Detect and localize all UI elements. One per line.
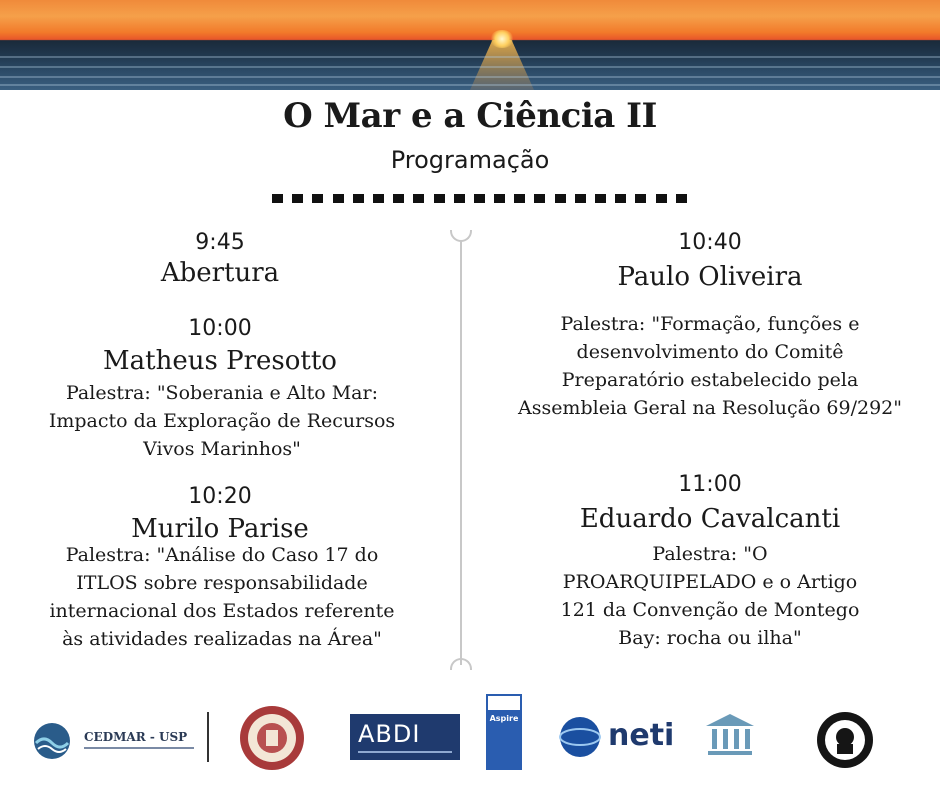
talk-line: Palestra: "O bbox=[652, 543, 768, 565]
talk-line: 121 da Convenção de Montego bbox=[560, 599, 860, 621]
wave bbox=[0, 56, 940, 58]
schedule-title: Abertura bbox=[160, 258, 280, 288]
abdi-caption bbox=[358, 751, 452, 753]
talk-line: desenvolvimento do Comitê bbox=[576, 341, 844, 363]
talk-line: Assembleia Geral na Resolução 69/292" bbox=[517, 397, 903, 419]
speaker-name: Murilo Parise bbox=[131, 514, 309, 544]
speaker-name: Eduardo Cavalcanti bbox=[579, 504, 841, 534]
cedmar-underline bbox=[84, 747, 194, 749]
schedule-time: 10:00 bbox=[188, 316, 252, 341]
speaker-name: Matheus Presotto bbox=[103, 346, 337, 376]
schedule-time: 11:00 bbox=[678, 472, 742, 497]
talk-line: às atividades realizadas na Área" bbox=[62, 628, 382, 650]
circle-emblem-logo bbox=[815, 710, 875, 774]
institution-logo bbox=[704, 710, 756, 766]
sun bbox=[490, 30, 514, 48]
talk-line: internacional dos Estados referente bbox=[49, 600, 395, 622]
schedule-time: 10:20 bbox=[188, 484, 252, 509]
event-subtitle: Programação bbox=[390, 146, 550, 174]
talk-line: Impacto da Exploração de Recursos bbox=[48, 410, 396, 432]
wave bbox=[0, 76, 940, 78]
talk-line: Palestra: "Análise do Caso 17 do bbox=[65, 544, 379, 566]
schedule-time: 9:45 bbox=[195, 230, 245, 255]
timeline-line bbox=[460, 240, 462, 665]
timeline-cap-bottom bbox=[450, 658, 472, 670]
aspire-label: Aspire bbox=[489, 714, 519, 723]
talk-line: Bay: rocha ou ilha" bbox=[618, 627, 802, 649]
aspire-logo bbox=[486, 694, 522, 770]
neti-logo bbox=[558, 714, 678, 760]
abdi-logo bbox=[350, 714, 460, 760]
schedule-time: 10:40 bbox=[678, 230, 742, 255]
talk-line: Preparatório estabelecido pela bbox=[561, 369, 859, 391]
abdi-label: ABDI bbox=[358, 720, 421, 748]
talk-line: ITLOS sobre responsabilidade bbox=[76, 572, 368, 594]
event-title: O Mar e a Ciência II bbox=[283, 96, 657, 136]
neti-label: neti bbox=[608, 718, 675, 753]
cedmar-usp-logo bbox=[28, 720, 198, 762]
logo-divider bbox=[207, 712, 209, 762]
talk-line: Vivos Marinhos" bbox=[143, 438, 301, 460]
sponsor-logos bbox=[0, 690, 940, 788]
talk-line: Palestra: "Soberania e Alto Mar: bbox=[66, 382, 378, 404]
wave bbox=[0, 66, 940, 68]
dotted-divider bbox=[272, 194, 687, 204]
cedmar-label: CEDMAR - USP bbox=[84, 730, 188, 744]
wave bbox=[0, 84, 940, 86]
speaker-name: Paulo Oliveira bbox=[617, 262, 803, 292]
talk-line: PROARQUIPELADO e o Artigo bbox=[562, 571, 858, 593]
sunset-ocean-banner bbox=[0, 0, 940, 90]
seal-logo bbox=[238, 704, 306, 776]
aspire-badge-top bbox=[486, 694, 522, 712]
talk-line: Palestra: "Formação, funções e bbox=[560, 313, 860, 335]
